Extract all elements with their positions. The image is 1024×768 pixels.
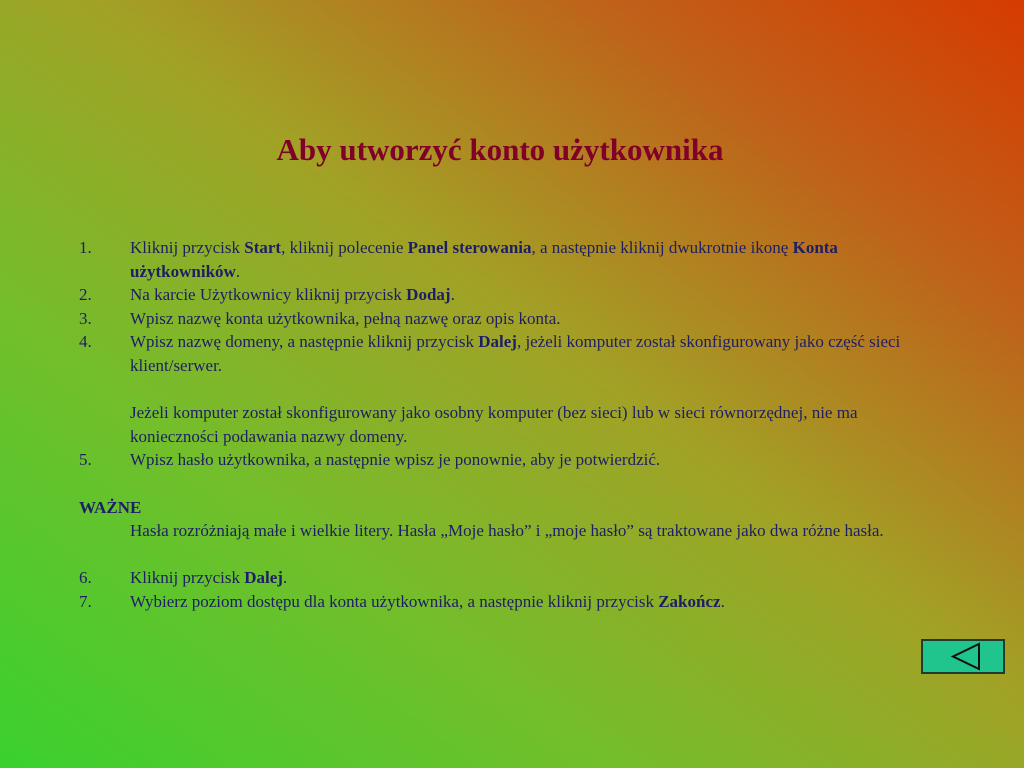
list-item (79, 236, 929, 283)
step-number: 6. (79, 568, 92, 588)
step-number: 7. (79, 591, 92, 611)
step-text: Wybierz poziom dostępu dla konta użytkownika, a następnie kliknij przycisk Zakończ. (130, 591, 725, 611)
step-text: Na karcie Użytkownicy kliknij przycisk Dodaj. (130, 285, 455, 305)
list-item (79, 283, 929, 307)
domain-note: Jeżeli komputer został skonfigurowany jako osobny komputer (bez sieci) lub w sieci równorzędnej, nie ma konieczności podawania nazwy domeny. (130, 403, 858, 446)
important-label: WAŻNE (79, 497, 142, 517)
list-item (79, 566, 929, 590)
list-item (79, 448, 929, 472)
step-number: 2. (79, 285, 92, 305)
step-text: Kliknij przycisk Start, kliknij polecenie Panel sterowania, a następnie kliknij dwukrotnie ikonę Konta użytkowników. (130, 238, 838, 281)
step-text: Wpisz nazwę domeny, a następnie kliknij przycisk Dalej, jeżeli komputer został skonfigurowany jako część sieci klient/serwer. (130, 332, 901, 375)
instructions-list (79, 236, 929, 614)
important-text: Hasła rozróżniają małe i wielkie litery. Hasła „Moje hasło” i „moje hasło” są traktowane jako dwa różne hasła. (130, 521, 884, 541)
list-item (79, 590, 929, 614)
slide-title: Aby utworzyć konto użytkownika (276, 132, 724, 167)
step-text: Wpisz hasło użytkownika, a następnie wpisz je ponownie, aby je potwierdzić. (130, 450, 661, 470)
triangle-left-icon (923, 641, 1003, 672)
back-button[interactable] (921, 639, 1005, 674)
list-item (79, 330, 929, 377)
step-number: 3. (79, 308, 92, 328)
step-text: Kliknij przycisk Dalej. (130, 568, 288, 588)
list-item (79, 307, 929, 331)
step-number: 4. (79, 332, 92, 352)
step-number: 1. (79, 238, 92, 257)
step-number: 5. (79, 450, 92, 470)
step-text: Wpisz nazwę konta użytkownika, pełną nazwę oraz opis konta. (130, 308, 561, 328)
